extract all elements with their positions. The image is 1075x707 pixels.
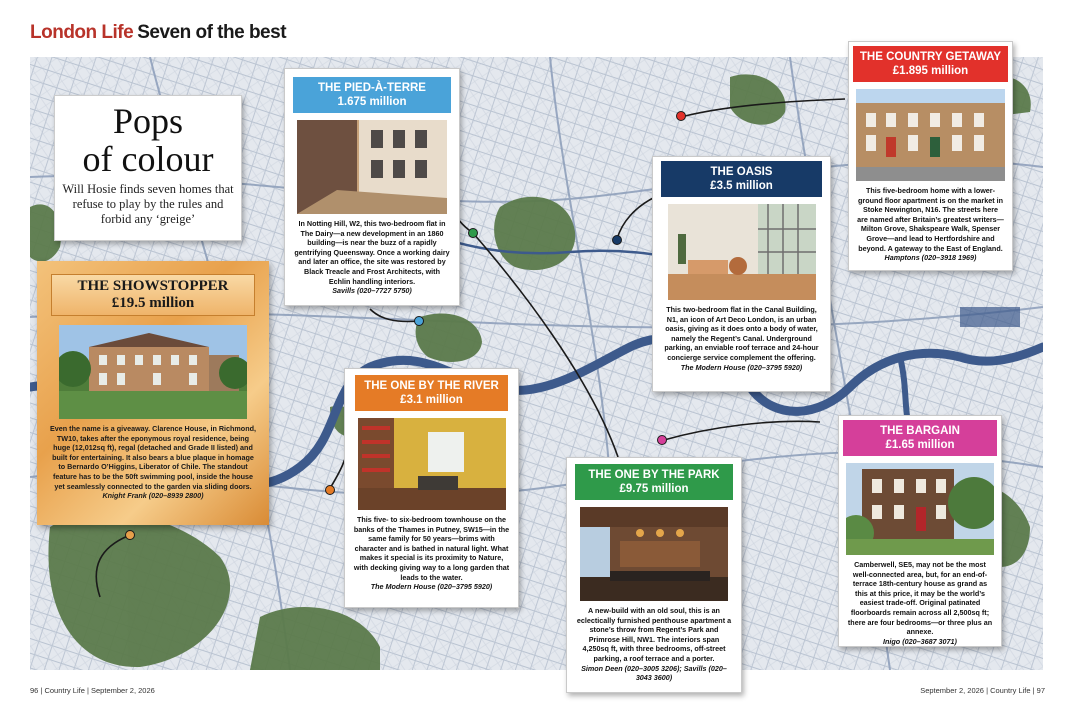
property-name: THE BARGAIN: [880, 425, 960, 437]
folio-left: 96 | Country Life | September 2, 2026: [30, 686, 155, 695]
agent-contact: Hamptons (020–3918 1969): [884, 253, 977, 263]
card-showstopper-text: [37, 419, 269, 501]
agent-contact: Simon Deen (020–3005 3206); Savills (020–3043 3600): [581, 663, 727, 683]
map-marker-pied[interactable]: [414, 316, 424, 326]
map-marker-showstopper[interactable]: [125, 530, 135, 540]
folio-right: September 2, 2026 | Country Life | 97: [920, 686, 1045, 695]
property-price: 1.675 million: [337, 96, 407, 108]
page-title: Seven of the best: [137, 22, 287, 43]
card-bargain-text: [839, 555, 1001, 652]
photo-the-dairy: [297, 120, 447, 214]
map-marker-park[interactable]: [468, 228, 478, 238]
headline: [55, 102, 241, 178]
card-country-text: [849, 181, 1012, 269]
property-price: £3.1 million: [400, 394, 463, 406]
agent-contact: The Modern House (020–3795 5920): [680, 362, 803, 372]
card-pied-a-terre[interactable]: [284, 68, 460, 306]
card-country-getaway[interactable]: [848, 41, 1013, 271]
card-oasis[interactable]: [652, 156, 831, 392]
property-price: £3.5 million: [710, 180, 773, 192]
property-price: £1.895 million: [892, 65, 969, 77]
card-river-text: [345, 510, 518, 598]
card-showstopper[interactable]: [37, 261, 269, 525]
agent-contact: Savills (020–7727 5750): [332, 286, 412, 296]
agent-contact: Inigo (020–3687 3071): [883, 636, 957, 646]
card-river-heading: [355, 375, 508, 411]
headline-line-1: Pops: [112, 101, 184, 141]
card-bargain-heading: [843, 420, 997, 456]
property-name: THE PIED-À-TERRE: [318, 82, 426, 94]
property-description: A new-build with an old soul, this is an eclectically furnished penthouse apartment a stone’s throw from Regent’s Park and Primrose Hill, NW1. The interiors span 4,250sq ft, with three bedrooms, off-street parking, a roof terrace and a porter.: [576, 606, 732, 663]
property-description: Camberwell, SE5, may not be the most well-connected area, but, for an end-of-terrace 18th-century house as grand as this at this price, it may be the world’s easiest trade-off. Original patinated floorboards remain across all 2,500sq ft; there are four bedrooms—or three plus an annexe.: [847, 560, 993, 637]
agent-contact: Knight Frank (020–8939 2800): [102, 491, 204, 501]
card-showstopper-heading: [51, 274, 255, 316]
headline-line-2: of colour: [82, 139, 214, 179]
property-name: THE OASIS: [710, 166, 773, 178]
page-header: [30, 22, 286, 50]
photo-penthouse: [580, 507, 728, 601]
section-label: London Life: [30, 22, 134, 43]
card-bargain[interactable]: [838, 415, 1002, 647]
photo-camberwell-house: [846, 463, 994, 555]
card-oasis-text: [653, 300, 830, 378]
card-one-by-the-park[interactable]: [566, 457, 742, 693]
property-name: THE COUNTRY GETAWAY: [859, 51, 1002, 63]
property-description: This two-bedroom flat in the Canal Building, N1, an icon of Art Deco London, is an urban oasis, giving as it does onto a body of water, namely the Regent’s Canal. Underground parking, an enviable roof terrace and 24-hour concierge service complement the offering.: [664, 305, 819, 362]
standfirst: Will Hosie finds seven homes that refuse to play by the rules and forbid any ‘greige’: [62, 182, 234, 226]
map-marker-country[interactable]: [676, 111, 686, 121]
card-oasis-heading: [661, 161, 822, 197]
photo-canal-building: [668, 204, 816, 300]
property-price: £9.75 million: [619, 483, 689, 495]
card-pied-text: [285, 214, 459, 302]
agent-contact: The Modern House (020–3795 5920): [370, 582, 493, 592]
property-name: THE ONE BY THE RIVER: [364, 380, 499, 392]
property-name: THE SHOWSTOPPER: [77, 278, 229, 294]
photo-putney-townhouse: [358, 418, 506, 510]
card-one-by-the-river[interactable]: [344, 368, 519, 608]
card-country-heading: [853, 46, 1008, 82]
property-description: Even the name is a giveaway. Clarence House, in Richmond, TW10, takes after the eponymous royal residence, being huge (12,012sq ft), regal (detached and Grade II listed) and built for entertaining. It also bears a blue plaque in homage to Bernardo O’Higgins, Liberator of Chile. The standout feature has to be the 50ft swimming pool, inside the house yet seamlessly connected to the garden via sliding doors.: [50, 424, 256, 491]
property-description: This five- to six-bedroom townhouse on the banks of the Thames in Putney, SW15—in the same family for 50 years—brims with character and is bathed in natural light. What makes it special is its proximity to Nature, with decking giving way to a long garden that leads to the water.: [353, 515, 510, 582]
map-marker-bargain[interactable]: [657, 435, 667, 445]
card-park-heading: [575, 464, 733, 500]
photo-clarence-house: [59, 325, 247, 419]
property-name: THE ONE BY THE PARK: [588, 469, 720, 481]
property-description: This five-bedroom home with a lower-ground floor apartment is on the market in Stoke Newington, N16. The streets here are named after Britain’s greatest writers—Milton Grove, Shakspeare Walk, Spenser Grove—and lead to Hertfordshire and beyond. A gateway to the East of England.: [857, 186, 1004, 253]
map-marker-oasis[interactable]: [612, 235, 622, 245]
card-park-text: [567, 601, 741, 689]
property-description: In Notting Hill, W2, this two-bedroom flat in The Dairy—a new development in an 1860 building—is near the buzz of a rapidly gentrifying Queensway. Once a working dairy and later an office, the site was restored by Black Treacle and Frost Architects, with Echlin handling interiors.: [294, 219, 450, 286]
card-pied-heading: [293, 77, 451, 113]
property-price: £1.65 million: [885, 439, 955, 451]
photo-stoke-newington: [856, 89, 1005, 181]
intro-card: [54, 95, 242, 241]
map-marker-river[interactable]: [325, 485, 335, 495]
property-price: £19.5 million: [111, 295, 195, 311]
